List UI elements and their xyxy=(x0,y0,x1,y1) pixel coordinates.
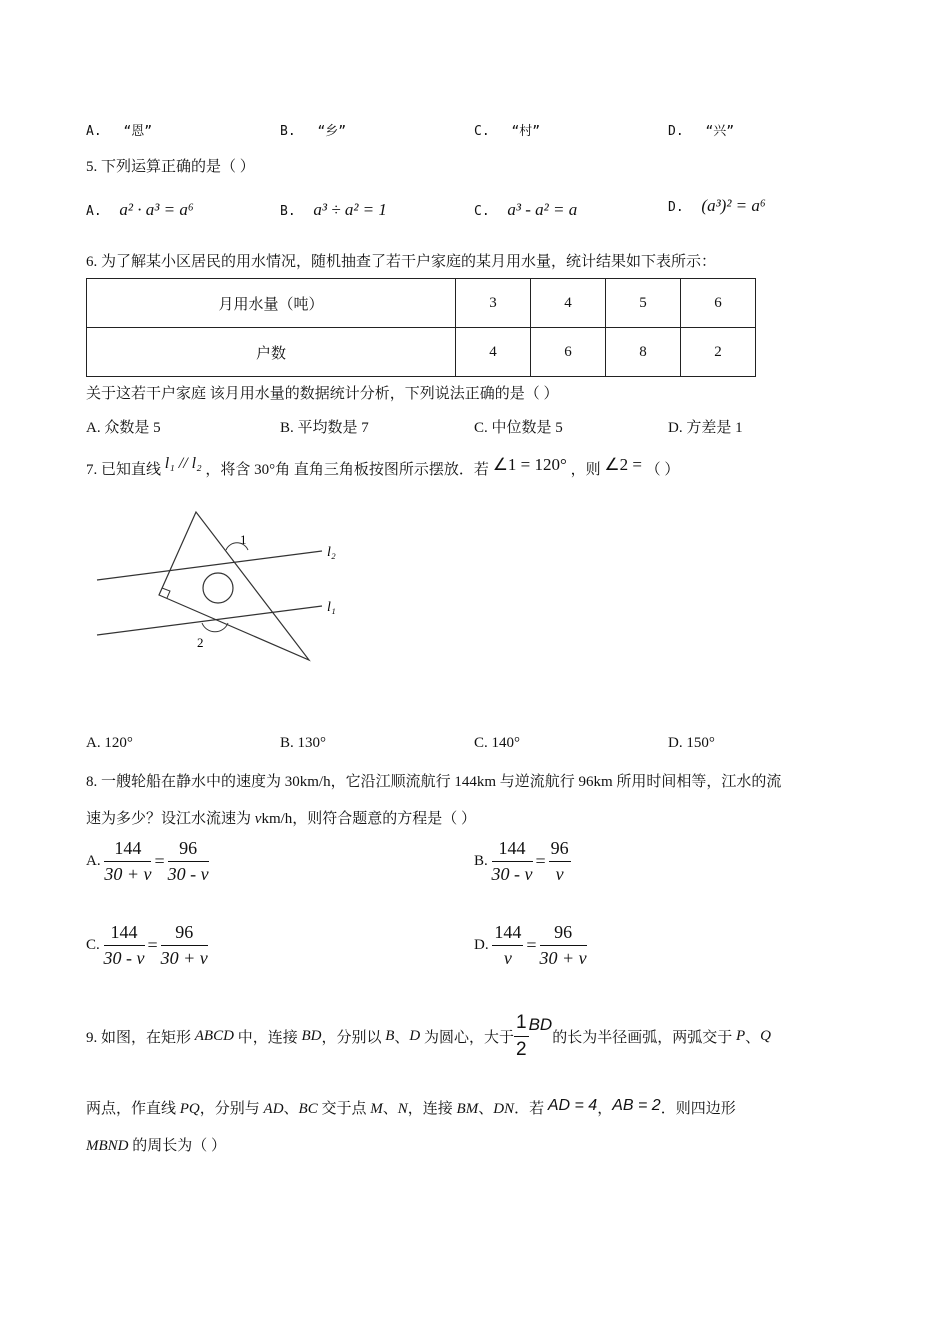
q4-option-c-label: C. xyxy=(474,124,490,139)
fraction-num: 144 xyxy=(104,838,151,862)
half-fraction xyxy=(514,1012,529,1061)
fraction-num: 96 xyxy=(549,838,571,862)
fraction-den: 30 - v xyxy=(491,864,533,884)
table-cell: 5 xyxy=(606,279,681,328)
q9-var: BD xyxy=(301,1028,322,1044)
q9-var: D xyxy=(409,1028,421,1044)
q4-option-a-label: A. xyxy=(86,124,102,139)
fraction xyxy=(161,922,208,969)
q6-option-b: B. 平均数是 7 xyxy=(280,420,369,436)
q9-text: 的周长为（ ） xyxy=(128,1138,227,1154)
table-cell: 4 xyxy=(456,328,531,377)
water-usage-table xyxy=(86,278,756,377)
q4-option-d-label: D. xyxy=(668,124,684,139)
q7-option-b: B. 130° xyxy=(280,735,327,751)
q9-var: M xyxy=(370,1101,383,1117)
q9-var: B xyxy=(385,1028,395,1044)
q5-option-b xyxy=(280,200,387,220)
fraction-num: 144 xyxy=(492,838,533,862)
fraction xyxy=(540,922,587,969)
fraction-den: v xyxy=(503,948,512,968)
q9-line2 xyxy=(86,1097,736,1118)
q4-option-c xyxy=(474,120,540,139)
q4-option-d-text: “兴” xyxy=(705,124,735,139)
q5-option-d-expr: (a³)² = a⁶ xyxy=(701,196,766,215)
q9-var: P xyxy=(735,1028,746,1044)
q9-text: 中，连接 xyxy=(233,1030,302,1046)
q5-option-c-expr: a³ - a² = a xyxy=(507,200,578,219)
table-row xyxy=(87,328,756,377)
q9-text: ，连接 xyxy=(407,1101,457,1117)
q6-option-d: D. 方差是 1 xyxy=(668,420,743,436)
angle1-label: 1 xyxy=(240,532,247,547)
q6-stem: 6. 为了解某小区居民的用水情况，随机抽查了若干户家庭的某月用水量，统计结果如下表所示： xyxy=(86,254,717,270)
q4-option-b-label: B. xyxy=(280,124,296,139)
q9-line1 xyxy=(86,1012,771,1061)
q7-option-c: C. 140° xyxy=(474,735,521,751)
fraction xyxy=(168,838,209,885)
q7-parallel-expr: l₁ // l₂ xyxy=(164,455,202,472)
fraction-num: 96 xyxy=(161,922,208,946)
q7-stem xyxy=(86,455,680,479)
l1-label: l₁ xyxy=(327,600,336,615)
q5-stem: 5. 下列运算正确的是（ ） xyxy=(86,159,255,175)
equals-sign: = xyxy=(535,851,546,871)
fraction-den: 30 + v xyxy=(160,948,208,968)
q9-var: AD xyxy=(263,1101,284,1117)
fraction xyxy=(104,838,151,885)
fraction-num: 96 xyxy=(168,838,209,862)
q6-option-c: C. 中位数是 5 xyxy=(474,420,563,436)
q9-var: BC xyxy=(298,1101,318,1117)
angle2-label: 2 xyxy=(197,635,204,650)
fraction-num: 96 xyxy=(540,922,587,946)
q5-option-b-label: B. xyxy=(280,204,296,219)
q9-ad-expr: AD = 4 xyxy=(547,1097,598,1114)
table-row xyxy=(87,279,756,328)
table-cell: 6 xyxy=(531,328,606,377)
q9-text: 两点，作直线 xyxy=(86,1101,180,1117)
q9-text: 、 xyxy=(394,1030,410,1046)
fraction-den: 30 + v xyxy=(539,948,587,968)
q8-line2 xyxy=(86,807,476,828)
q9-text: ．若 xyxy=(514,1101,548,1117)
q4-option-b xyxy=(280,120,346,139)
table-cell: 8 xyxy=(606,328,681,377)
fraction-den: 2 xyxy=(516,1039,527,1060)
q5-option-a-label: A. xyxy=(86,204,102,219)
q7-angle2-expr: ∠2 = xyxy=(604,455,642,474)
q5-option-d-label: D. xyxy=(668,200,684,215)
q9-text: 交于点 xyxy=(317,1101,371,1117)
q7-stem-then: ，则 xyxy=(570,462,601,478)
fraction-den: 30 - v xyxy=(167,864,209,884)
q4-option-d xyxy=(668,120,734,139)
q9-text: 、 xyxy=(382,1101,398,1117)
equals-sign: = xyxy=(154,851,165,871)
q7-angle1-expr: ∠1 = 120° xyxy=(492,455,567,474)
fraction xyxy=(492,838,533,885)
q5-option-c-label: C. xyxy=(474,204,490,219)
q9-var: N xyxy=(397,1101,408,1117)
q7-stem-pre: 7. 已知直线 xyxy=(86,462,162,478)
q7-option-a: A. 120° xyxy=(86,735,133,751)
fraction-num: 1 xyxy=(514,1012,529,1037)
q9-var: BM xyxy=(456,1101,479,1117)
q7-figure xyxy=(90,505,360,670)
table-cell: 6 xyxy=(681,279,756,328)
fraction-den: v xyxy=(555,864,564,884)
equals-sign: = xyxy=(526,935,537,955)
q4-option-a-text: “恩” xyxy=(123,124,153,139)
q8-line1: 8. 一艘轮船在静水中的速度为 30km/h，它沿江顺流航行 144km 与逆流航行 96km 所用时间相等，江水的流 xyxy=(86,774,782,790)
q8-option-b-label: B. xyxy=(474,853,488,869)
fraction xyxy=(492,922,523,969)
q9-var: DN xyxy=(493,1101,515,1117)
q9-var: Q xyxy=(760,1028,772,1044)
q9-var: PQ xyxy=(179,1101,200,1117)
fraction-num: 144 xyxy=(104,922,145,946)
q7-stem-end: （ ） xyxy=(645,462,680,478)
q8-option-a xyxy=(86,838,209,885)
equals-sign: = xyxy=(147,935,158,955)
q7-stem-mid: ，将含 30°角 直角三角板按图所示摆放．若 xyxy=(205,462,489,478)
q8-option-d-label: D. xyxy=(474,937,489,953)
fraction-den: 30 - v xyxy=(103,948,145,968)
q4-option-b-text: “乡” xyxy=(317,124,347,139)
q8-option-c-label: C. xyxy=(86,937,100,953)
table-header-cell: 月用水量（吨） xyxy=(87,279,456,328)
q9-text: 、 xyxy=(478,1101,494,1117)
q9-var: BD xyxy=(528,1014,553,1034)
q9-text: 9. 如图，在矩形 xyxy=(86,1030,195,1046)
q9-line3 xyxy=(86,1134,226,1155)
q8-var-v: v xyxy=(254,811,262,827)
q9-var: ABCD xyxy=(194,1028,234,1044)
q9-text: 、 xyxy=(283,1101,299,1117)
q9-text: 的长为半径画弧，两弧交于 xyxy=(552,1030,736,1046)
q5-option-c xyxy=(474,200,577,220)
l2-label: l₂ xyxy=(327,545,336,560)
table-cell: 4 xyxy=(531,279,606,328)
q8-line2-post: km/h，则符合题意的方程是（ ） xyxy=(261,811,477,827)
q4-option-a xyxy=(86,120,152,139)
fraction-den: 30 + v xyxy=(104,864,152,884)
q9-text: 、 xyxy=(745,1030,761,1046)
fraction xyxy=(104,922,145,969)
q9-var: MBND xyxy=(86,1138,129,1154)
table-header-cell: 户数 xyxy=(87,328,456,377)
q8-line2-pre: 速为多少？设江水流速为 xyxy=(86,811,255,827)
q9-text: ，分别与 xyxy=(199,1101,264,1117)
q6-followup: 关于这若干户家庭 该月用水量的数据统计分析，下列说法正确的是（ ） xyxy=(86,386,559,402)
q5-option-d xyxy=(668,196,766,216)
angle2-arc xyxy=(202,623,228,632)
q9-text: ，分别以 xyxy=(321,1030,386,1046)
q5-option-a xyxy=(86,200,194,220)
table-cell: 2 xyxy=(681,328,756,377)
q9-text: 为圆心，大于 xyxy=(420,1030,515,1046)
q5-option-a-expr: a² · a³ = a⁶ xyxy=(119,200,194,219)
q8-option-a-label: A. xyxy=(86,853,101,869)
q8-option-b xyxy=(474,838,571,885)
q8-option-d xyxy=(474,922,587,969)
table-cell: 3 xyxy=(456,279,531,328)
q7-option-d: D. 150° xyxy=(668,735,715,751)
q8-option-c xyxy=(86,922,208,969)
fraction-num: 144 xyxy=(492,922,523,946)
triangle-ruler xyxy=(159,512,309,660)
q9-text: ．则四边形 xyxy=(660,1101,736,1117)
q9-ab-expr: AB = 2 xyxy=(612,1097,661,1114)
q5-option-b-expr: a³ ÷ a² = 1 xyxy=(313,200,387,219)
q6-option-a: A. 众数是 5 xyxy=(86,420,161,436)
fraction xyxy=(549,838,571,885)
triangle-hole xyxy=(203,573,233,603)
q9-text: ， xyxy=(597,1101,613,1117)
q4-option-c-text: “村” xyxy=(511,124,541,139)
